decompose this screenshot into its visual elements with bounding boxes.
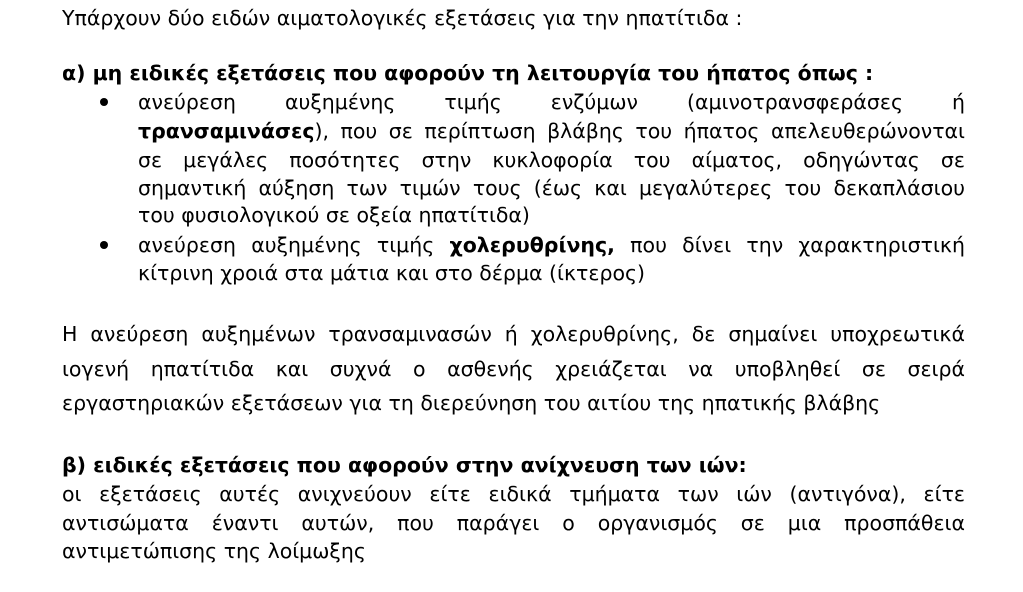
transaminases-term: τρανσαμινάσες xyxy=(138,119,315,143)
bullet-1-line-3: σε μεγάλες ποσότητες στην κυκλοφορία του αίματος, οδηγώντας σε xyxy=(138,148,965,172)
bullet-1-line-1: ανεύρεση αυξημένης τιμής ενζύμων (αμινοτρανσφεράσες ή xyxy=(138,90,965,114)
bullet-1-marker xyxy=(100,98,108,106)
intro-text: Υπάρχουν δύο ειδών αιματολογικές εξετάσεις για την ηπατίτιδα : xyxy=(62,6,743,30)
paragraph-line-3: εργαστηριακών εξετάσεων για τη διερεύνηση του αιτίου της ηπατικής βλάβης xyxy=(62,391,881,415)
bullet-2-line-1-post: που δίνει την χαρακτηριστική xyxy=(614,233,966,257)
paragraph-line-2: ιογενή ηπατίτιδα και συχνά ο ασθενής χρειάζεται να υποβληθεί σε σειρά xyxy=(62,357,965,381)
section-a-heading: α) μη ειδικές εξετάσεις που αφορούν τη λειτουργία του ήπατος όπως : xyxy=(62,61,874,85)
bullet-1-line-2 xyxy=(138,117,965,145)
section-b-line-3: αντιμετώπισης της λοίμωξης xyxy=(62,539,366,563)
bullet-1-line-4: σημαντική αύξηση των τιμών τους (έως και μεγαλύτερες του δεκαπλάσιου xyxy=(138,176,965,200)
section-b-heading: β) ειδικές εξετάσεις που αφορούν στην ανίχνευση των ιών: xyxy=(62,453,747,477)
bullet-2-marker xyxy=(100,241,108,249)
section-b-line-1: οι εξετάσεις αυτές ανιχνεύουν είτε ειδικά τμήματα των ιών (αντιγόνα), είτε xyxy=(62,482,965,506)
bullet-1-line-2-rest: ), που σε περίπτωση βλάβης του ήπατος απελευθερώνονται xyxy=(314,119,965,143)
bilirubin-term: χολερυθρίνης, xyxy=(449,233,615,257)
bullet-1-line-5: του φυσιολογικού σε οξεία ηπατίτιδα) xyxy=(138,203,530,227)
bullet-2-line-1 xyxy=(138,231,965,259)
paragraph-line-1: Η ανεύρεση αυξημένων τρανσαμινασών ή χολερυθρίνης, δε σημαίνει υποχρεωτικά xyxy=(62,322,965,346)
section-b-line-2: αντισώματα έναντι αυτών, που παράγει ο οργανισμός σε μια προσπάθεια xyxy=(62,511,965,535)
bullet-2-line-2: κίτρινη χροιά στα μάτια και στο δέρμα (ίκτερος) xyxy=(138,261,646,285)
bullet-2-line-1-pre: ανεύρεση αυξημένης τιμής xyxy=(138,233,450,257)
